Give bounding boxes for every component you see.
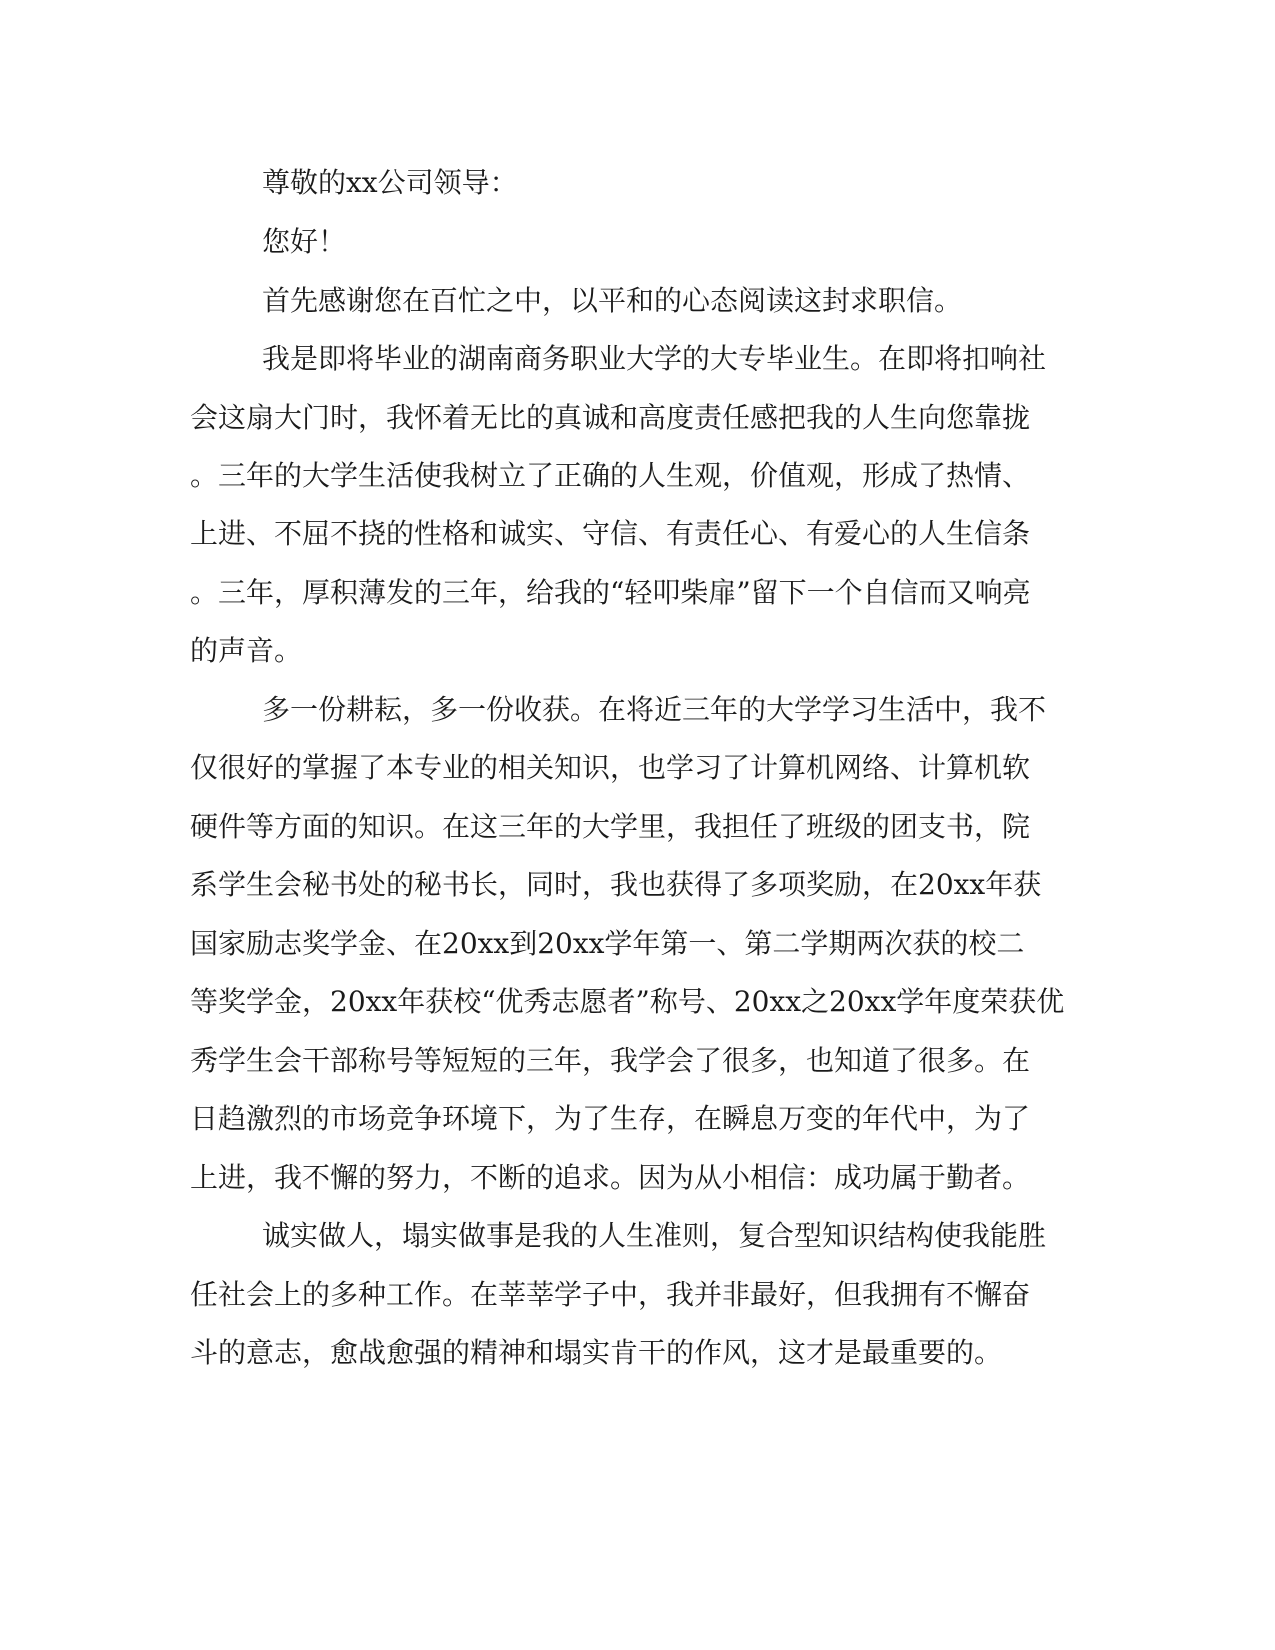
paragraph-3-line-6: 等奖学金，20xx年获校“优秀志愿者”称号、20xx之20xx学年度荣获优 — [190, 985, 1065, 1018]
paragraph-2-line-6: 的声音。 — [190, 634, 303, 667]
paragraph-2-line-4: 上进、不屈不挠的性格和诚实、守信、有责任心、有爱心的人生信条 — [190, 517, 1031, 550]
paragraph-3-line-9: 上进，我不懈的努力，不断的追求。因为从小相信：成功属于勤者。 — [190, 1161, 1031, 1194]
paragraph-3-line-3: 硬件等方面的知识。在这三年的大学里，我担任了班级的团支书，院 — [190, 810, 1031, 843]
paragraph-2-line-1: 我是即将毕业的湖南商务职业大学的大专毕业生。在即将扣响社 — [262, 342, 1047, 375]
paragraph-4-line-3: 斗的意志，愈战愈强的精神和塌实肯干的作风，这才是最重要的。 — [190, 1336, 1003, 1369]
paragraph-3-line-8: 日趋激烈的市场竞争环境下，为了生存，在瞬息万变的年代中，为了 — [190, 1102, 1031, 1135]
paragraph-4-line-2: 任社会上的多种工作。在莘莘学子中，我并非最好，但我拥有不懈奋 — [190, 1278, 1031, 1311]
paragraph-1-line-1: 首先感谢您在百忙之中，以平和的心态阅读这封求职信。 — [262, 284, 963, 317]
salutation: 尊敬的xx公司领导： — [262, 166, 518, 199]
paragraph-3-line-2: 仅很好的掌握了本专业的相关知识，也学习了计算机网络、计算机软 — [190, 751, 1031, 784]
paragraph-4-line-1: 诚实做人，塌实做事是我的人生准则，复合型知识结构使我能胜 — [262, 1219, 1047, 1252]
paragraph-3-line-7: 秀学生会干部称号等短短的三年，我学会了很多，也知道了很多。在 — [190, 1044, 1031, 1077]
paragraph-3-line-4: 系学生会秘书处的秘书长，同时，我也获得了多项奖励，在20xx年获 — [190, 868, 1042, 901]
paragraph-3-line-1: 多一份耕耘，多一份收获。在将近三年的大学学习生活中，我不 — [262, 693, 1047, 726]
paragraph-2-line-3: 。三年的大学生活使我树立了正确的人生观，价值观，形成了热情、 — [190, 459, 1031, 492]
greeting: 您好！ — [262, 225, 347, 258]
paragraph-3-line-5: 国家励志奖学金、在20xx到20xx学年第一、第二学期两次获的校二 — [190, 927, 1025, 960]
paragraph-2-line-2: 会这扇大门时，我怀着无比的真诚和高度责任感把我的人生向您靠拢 — [190, 401, 1031, 434]
paragraph-2-line-5: 。三年，厚积薄发的三年，给我的“轻叩柴扉”留下一个自信而又响亮 — [190, 576, 1031, 609]
